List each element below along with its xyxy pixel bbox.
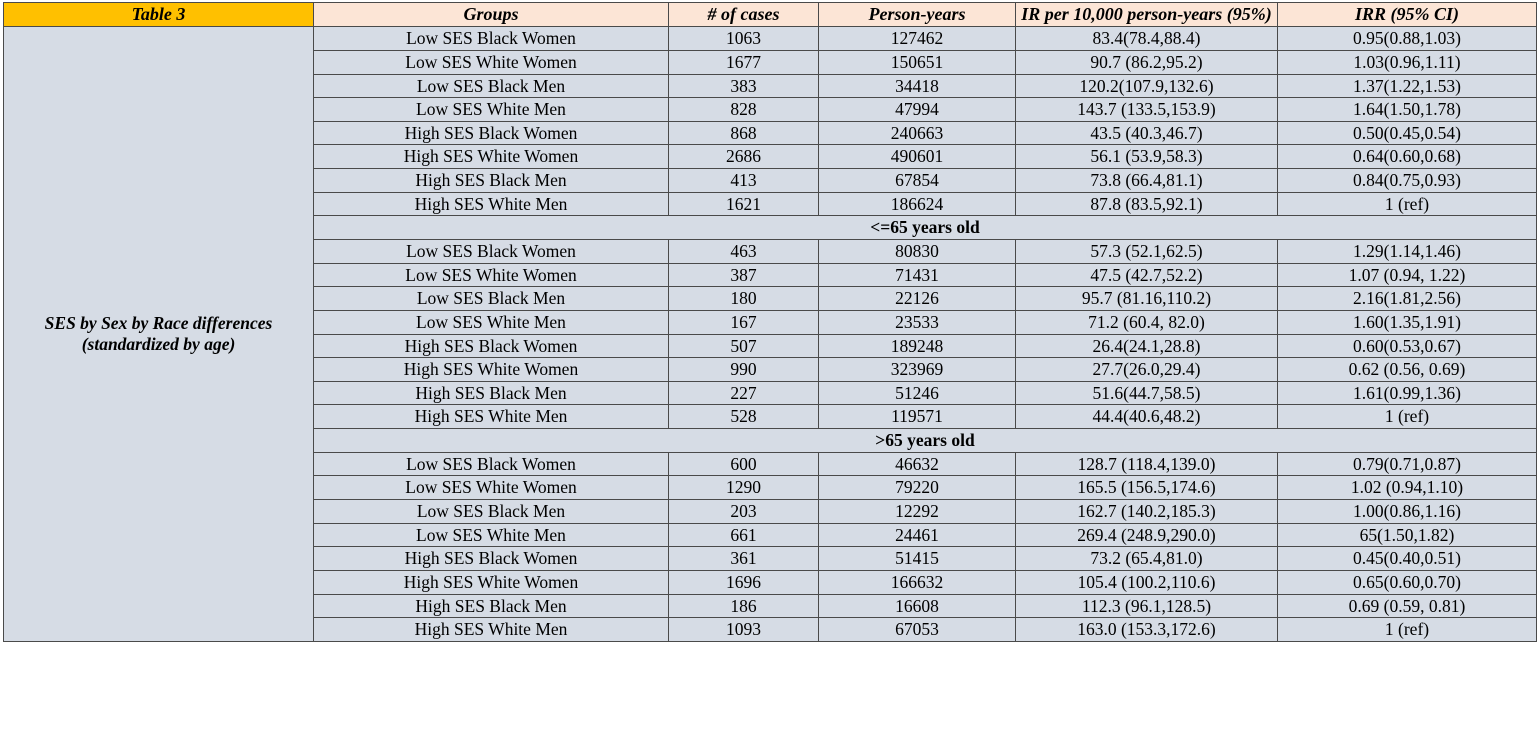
cell-group: High SES White Women — [314, 145, 669, 169]
cell-ir: 43.5 (40.3,46.7) — [1016, 121, 1278, 145]
cell-group: High SES White Men — [314, 405, 669, 429]
cell-cases: 413 — [669, 169, 819, 193]
cell-ir: 83.4(78.4,88.4) — [1016, 27, 1278, 51]
cell-person-years: 127462 — [819, 27, 1016, 51]
table-row — [4, 27, 1537, 51]
cell-cases: 828 — [669, 98, 819, 122]
section-label: >65 years old — [314, 429, 1537, 453]
cell-group: High SES Black Women — [314, 334, 669, 358]
cell-ir: 73.8 (66.4,81.1) — [1016, 169, 1278, 193]
cell-person-years: 34418 — [819, 74, 1016, 98]
row-group-header: SES by Sex by Race differences (standardized by age) — [4, 27, 314, 642]
cell-person-years: 240663 — [819, 121, 1016, 145]
cell-irr: 65(1.50,1.82) — [1278, 523, 1537, 547]
cell-cases: 1621 — [669, 192, 819, 216]
cell-group: High SES Black Men — [314, 594, 669, 618]
cell-irr: 1.64(1.50,1.78) — [1278, 98, 1537, 122]
cell-cases: 661 — [669, 523, 819, 547]
cell-ir: 128.7 (118.4,139.0) — [1016, 452, 1278, 476]
cell-ir: 165.5 (156.5,174.6) — [1016, 476, 1278, 500]
cell-cases: 203 — [669, 500, 819, 524]
cell-group: Low SES Black Men — [314, 500, 669, 524]
cell-group: High SES White Men — [314, 192, 669, 216]
cell-irr: 1 (ref) — [1278, 618, 1537, 642]
cell-ir: 73.2 (65.4,81.0) — [1016, 547, 1278, 571]
cell-person-years: 80830 — [819, 240, 1016, 264]
cell-ir: 57.3 (52.1,62.5) — [1016, 240, 1278, 264]
cell-ir: 105.4 (100.2,110.6) — [1016, 570, 1278, 594]
cell-person-years: 119571 — [819, 405, 1016, 429]
column-header-ir: IR per 10,000 person-years (95%) — [1016, 3, 1278, 27]
cell-irr: 0.64(0.60,0.68) — [1278, 145, 1537, 169]
cell-irr: 1.00(0.86,1.16) — [1278, 500, 1537, 524]
cell-group: High SES Black Men — [314, 169, 669, 193]
cell-ir: 90.7 (86.2,95.2) — [1016, 50, 1278, 74]
column-header-cases: # of cases — [669, 3, 819, 27]
cell-person-years: 67854 — [819, 169, 1016, 193]
cell-irr: 0.65(0.60,0.70) — [1278, 570, 1537, 594]
cell-cases: 1696 — [669, 570, 819, 594]
header-row — [4, 3, 1537, 27]
ses-incidence-table — [3, 2, 1537, 642]
cell-cases: 990 — [669, 358, 819, 382]
cell-ir: 112.3 (96.1,128.5) — [1016, 594, 1278, 618]
table-header — [4, 3, 1537, 27]
cell-cases: 1677 — [669, 50, 819, 74]
cell-cases: 868 — [669, 121, 819, 145]
cell-person-years: 47994 — [819, 98, 1016, 122]
cell-ir: 87.8 (83.5,92.1) — [1016, 192, 1278, 216]
cell-ir: 143.7 (133.5,153.9) — [1016, 98, 1278, 122]
cell-irr: 0.79(0.71,0.87) — [1278, 452, 1537, 476]
cell-person-years: 23533 — [819, 310, 1016, 334]
cell-person-years: 150651 — [819, 50, 1016, 74]
cell-ir: 163.0 (153.3,172.6) — [1016, 618, 1278, 642]
cell-person-years: 12292 — [819, 500, 1016, 524]
cell-person-years: 186624 — [819, 192, 1016, 216]
cell-irr: 0.95(0.88,1.03) — [1278, 27, 1537, 51]
cell-person-years: 67053 — [819, 618, 1016, 642]
cell-group: Low SES Black Men — [314, 74, 669, 98]
cell-person-years: 166632 — [819, 570, 1016, 594]
cell-cases: 387 — [669, 263, 819, 287]
cell-ir: 56.1 (53.9,58.3) — [1016, 145, 1278, 169]
cell-person-years: 323969 — [819, 358, 1016, 382]
cell-person-years: 22126 — [819, 287, 1016, 311]
cell-ir: 27.7(26.0,29.4) — [1016, 358, 1278, 382]
cell-cases: 1290 — [669, 476, 819, 500]
cell-irr: 1.37(1.22,1.53) — [1278, 74, 1537, 98]
cell-cases: 383 — [669, 74, 819, 98]
cell-cases: 600 — [669, 452, 819, 476]
cell-irr: 1.02 (0.94,1.10) — [1278, 476, 1537, 500]
cell-ir: 120.2(107.9,132.6) — [1016, 74, 1278, 98]
cell-irr: 1 (ref) — [1278, 192, 1537, 216]
cell-person-years: 71431 — [819, 263, 1016, 287]
cell-group: Low SES White Women — [314, 476, 669, 500]
cell-ir: 47.5 (42.7,52.2) — [1016, 263, 1278, 287]
cell-group: Low SES Black Women — [314, 27, 669, 51]
cell-ir: 162.7 (140.2,185.3) — [1016, 500, 1278, 524]
section-label: <=65 years old — [314, 216, 1537, 240]
cell-group: High SES White Women — [314, 570, 669, 594]
cell-person-years: 189248 — [819, 334, 1016, 358]
cell-group: High SES Black Women — [314, 121, 669, 145]
cell-cases: 463 — [669, 240, 819, 264]
cell-group: High SES Black Women — [314, 547, 669, 571]
cell-person-years: 490601 — [819, 145, 1016, 169]
cell-person-years: 79220 — [819, 476, 1016, 500]
cell-person-years: 46632 — [819, 452, 1016, 476]
cell-cases: 180 — [669, 287, 819, 311]
cell-group: Low SES White Men — [314, 523, 669, 547]
cell-group: Low SES Black Women — [314, 452, 669, 476]
cell-cases: 1093 — [669, 618, 819, 642]
cell-cases: 167 — [669, 310, 819, 334]
cell-person-years: 51415 — [819, 547, 1016, 571]
cell-person-years: 16608 — [819, 594, 1016, 618]
cell-ir: 26.4(24.1,28.8) — [1016, 334, 1278, 358]
cell-group: Low SES Black Women — [314, 240, 669, 264]
cell-ir: 95.7 (81.16,110.2) — [1016, 287, 1278, 311]
column-header-groups: Groups — [314, 3, 669, 27]
cell-cases: 1063 — [669, 27, 819, 51]
cell-irr: 1 (ref) — [1278, 405, 1537, 429]
cell-group: High SES White Women — [314, 358, 669, 382]
cell-irr: 0.45(0.40,0.51) — [1278, 547, 1537, 571]
cell-group: Low SES White Women — [314, 263, 669, 287]
cell-cases: 227 — [669, 381, 819, 405]
cell-irr: 1.61(0.99,1.36) — [1278, 381, 1537, 405]
cell-cases: 2686 — [669, 145, 819, 169]
cell-ir: 51.6(44.7,58.5) — [1016, 381, 1278, 405]
cell-cases: 507 — [669, 334, 819, 358]
cell-person-years: 24461 — [819, 523, 1016, 547]
cell-cases: 361 — [669, 547, 819, 571]
cell-group: High SES White Men — [314, 618, 669, 642]
cell-person-years: 51246 — [819, 381, 1016, 405]
cell-irr: 1.03(0.96,1.11) — [1278, 50, 1537, 74]
cell-cases: 528 — [669, 405, 819, 429]
table-container — [0, 2, 1539, 642]
cell-group: Low SES White Men — [314, 310, 669, 334]
cell-irr: 0.84(0.75,0.93) — [1278, 169, 1537, 193]
table-body — [4, 27, 1537, 642]
cell-cases: 186 — [669, 594, 819, 618]
cell-group: Low SES White Men — [314, 98, 669, 122]
column-header-irr: IRR (95% CI) — [1278, 3, 1537, 27]
table-title: Table 3 — [4, 3, 314, 27]
cell-irr: 2.16(1.81,2.56) — [1278, 287, 1537, 311]
cell-irr: 1.29(1.14,1.46) — [1278, 240, 1537, 264]
cell-irr: 0.60(0.53,0.67) — [1278, 334, 1537, 358]
cell-irr: 0.50(0.45,0.54) — [1278, 121, 1537, 145]
cell-irr: 0.69 (0.59, 0.81) — [1278, 594, 1537, 618]
cell-ir: 71.2 (60.4, 82.0) — [1016, 310, 1278, 334]
cell-irr: 0.62 (0.56, 0.69) — [1278, 358, 1537, 382]
cell-irr: 1.60(1.35,1.91) — [1278, 310, 1537, 334]
cell-group: Low SES Black Men — [314, 287, 669, 311]
cell-ir: 44.4(40.6,48.2) — [1016, 405, 1278, 429]
cell-group: High SES Black Men — [314, 381, 669, 405]
cell-irr: 1.07 (0.94, 1.22) — [1278, 263, 1537, 287]
column-header-person-years: Person-years — [819, 3, 1016, 27]
cell-ir: 269.4 (248.9,290.0) — [1016, 523, 1278, 547]
cell-group: Low SES White Women — [314, 50, 669, 74]
